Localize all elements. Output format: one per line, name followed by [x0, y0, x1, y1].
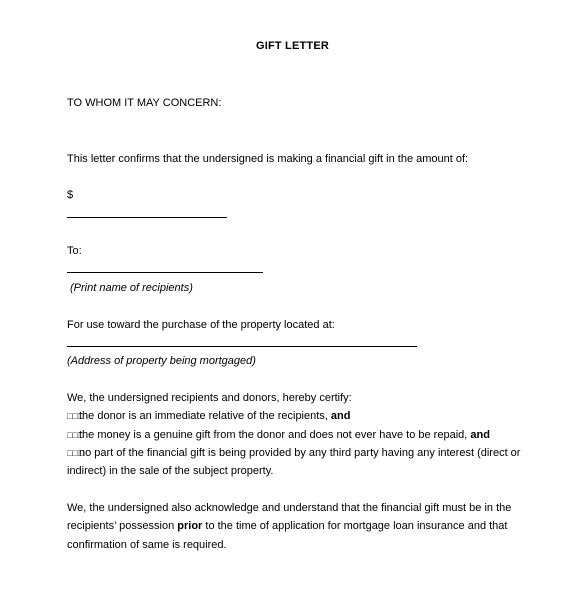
amount-symbol: $: [67, 189, 74, 201]
certify-item-3: [67, 446, 520, 460]
recipients-blank-line: [67, 272, 263, 273]
to-label: To:: [67, 245, 82, 257]
certify-item-3-text-line-2: indirect) in the sale of the subject property.: [67, 465, 274, 477]
amount-blank-line: [67, 217, 227, 218]
acknowledge-line-1: We, the undersigned also acknowledge and understand that the financial gift must be in the: [67, 502, 512, 514]
certify-item-2-conjunction: and: [470, 429, 490, 441]
salutation: TO WHOM IT MAY CONCERN:: [67, 97, 222, 109]
document-title: GIFT LETTER: [255, 40, 330, 52]
checkbox-glyph: □□□: [67, 448, 84, 458]
certify-item-1: [67, 409, 350, 423]
acknowledge-line-2-start: recipients’ possession: [67, 520, 178, 532]
acknowledge-line-2: [67, 519, 507, 533]
acknowledge-line-2-end: to the time of application for mortgage loan insurance and that: [202, 520, 508, 532]
checkbox-glyph: □□□: [67, 430, 84, 440]
acknowledge-prior: prior: [177, 520, 203, 532]
intro-text: This letter confirms that the undersigned is making a financial gift in the amount of:: [67, 153, 469, 165]
property-caption: (Address of property being mortgaged): [67, 355, 256, 367]
property-intro: For use toward the purchase of the property located at:: [67, 319, 335, 331]
certify-item-2: [67, 428, 490, 442]
checkbox-glyph: □□□: [67, 411, 84, 421]
certify-item-2-text: the money is a genuine gift from the donor and does not ever have to be repaid,: [79, 429, 471, 441]
acknowledge-line-3: confirmation of same is required.: [67, 539, 227, 551]
certify-item-3-text-line-1: no part of the financial gift is being provided by any third party having any interest (direct or: [79, 447, 521, 459]
certify-intro: We, the undersigned recipients and donors, hereby certify:: [67, 392, 352, 404]
property-blank-line: [67, 346, 417, 347]
certify-item-1-text: the donor is an immediate relative of the recipients,: [79, 410, 331, 422]
certify-item-1-conjunction: and: [330, 410, 351, 422]
recipients-caption: (Print name of recipients): [70, 282, 193, 294]
